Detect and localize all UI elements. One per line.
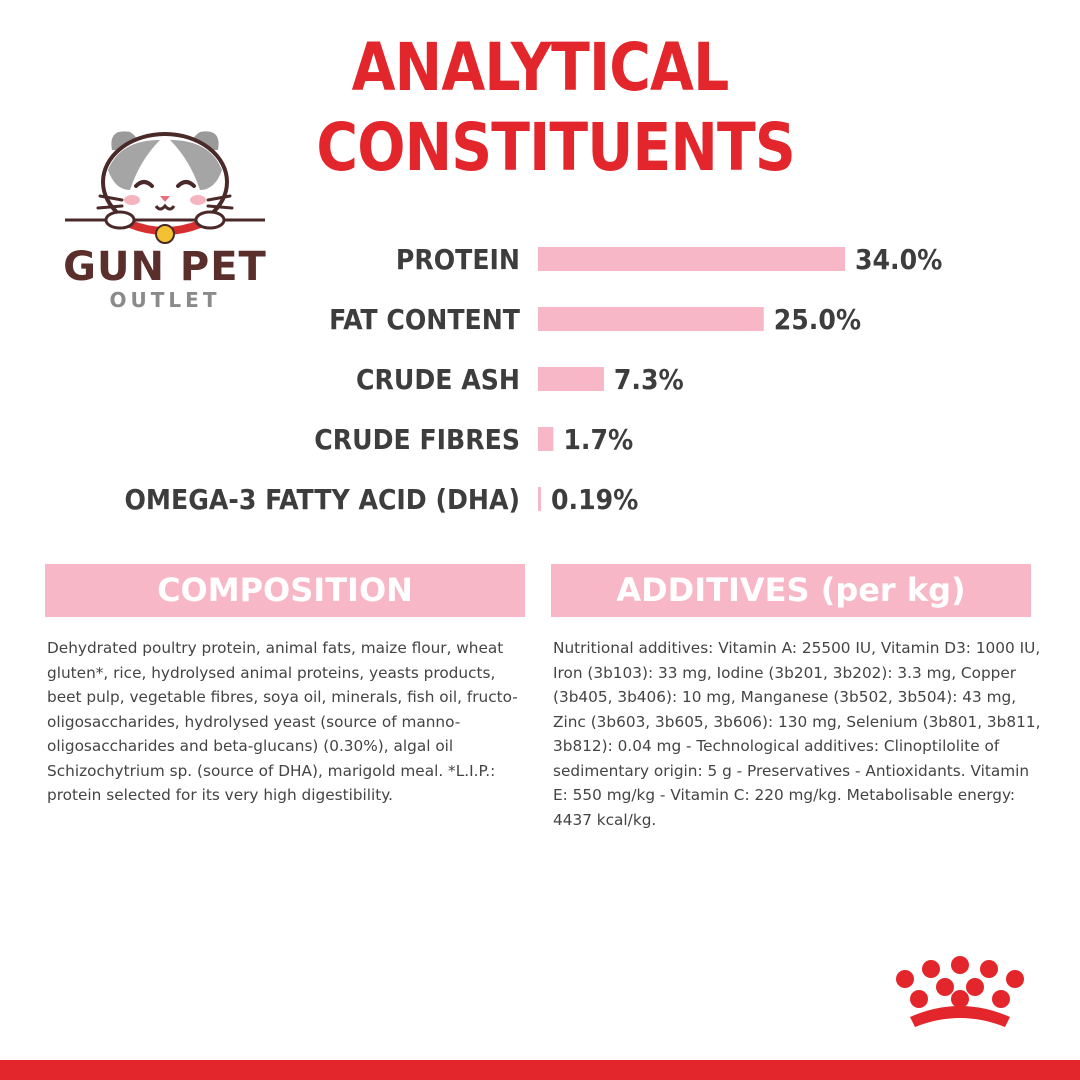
- bar-value-label: 25.0%: [773, 303, 862, 336]
- royal-crown-icon: [885, 955, 1035, 1035]
- analytical-constituents-chart: [0, 225, 1080, 535]
- logo-sub-text: OUTLET: [109, 288, 221, 312]
- bar: [538, 367, 604, 391]
- bar-value-label: 7.3%: [613, 363, 684, 396]
- title-line-2: CONSTITUENTS: [316, 109, 795, 186]
- bar-category-label: FAT CONTENT: [329, 303, 520, 336]
- composition-heading: COMPOSITION: [45, 564, 525, 617]
- bar-value-label: 34.0%: [855, 243, 943, 276]
- bar-value-label: 0.19%: [551, 483, 639, 516]
- bar: [538, 427, 553, 451]
- bar-value-label: 1.7%: [563, 423, 634, 456]
- title-line-1: ANALYTICAL: [351, 29, 729, 106]
- bar: [538, 247, 845, 271]
- bottom-accent-bar: [0, 1060, 1080, 1080]
- additives-text: Nutritional additives: Vitamin A: 25500 IU, Vitamin D3: 1000 IU, Iron (3b103): 33 mg, Iodine (3b201, 3b202): 3.3 mg, Copper (3b405, 3b406): 10 mg, Manganese (3b502, 3b504): 43 mg, Zinc (3b603, 3b605, 3b606): 130 mg, Selenium (3b801, 3b811, 3b812): 0.04 mg - Technological additives: Clinoptilolite of sedimentary origin: 5 g - Preservatives - Antioxidants. Vitamin E: 550 mg/kg - Vitamin C: 220 mg/kg. Metabolisable energy: 4437 kcal/kg.: [553, 639, 1041, 829]
- bar: [538, 487, 541, 511]
- bar-category-label: PROTEIN: [395, 243, 520, 276]
- composition-text: Dehydrated poultry protein, animal fats, maize flour, wheat gluten*, rice, hydrolysed animal proteins, yeasts products, beet pulp, vegetable fibres, soya oil, minerals, fish oil, fructo-oligosaccharides, hydrolysed yeast (source of manno-oligosaccharides and beta-glucans) (0.30%), algal oil Schizochytrium sp. (source of DHA), marigold meal. *L.I.P.: protein selected for its very high digestibility.: [47, 639, 518, 804]
- bar-category-label: CRUDE FIBRES: [314, 423, 520, 456]
- logo-brand-text: GUN PET: [63, 244, 267, 290]
- bar-category-label: OMEGA-3 FATTY ACID (DHA): [124, 483, 520, 516]
- additives-heading: ADDITIVES (per kg): [551, 564, 1031, 617]
- page-title: [316, 28, 795, 188]
- bar: [538, 307, 764, 331]
- bar-category-label: CRUDE ASH: [356, 363, 520, 396]
